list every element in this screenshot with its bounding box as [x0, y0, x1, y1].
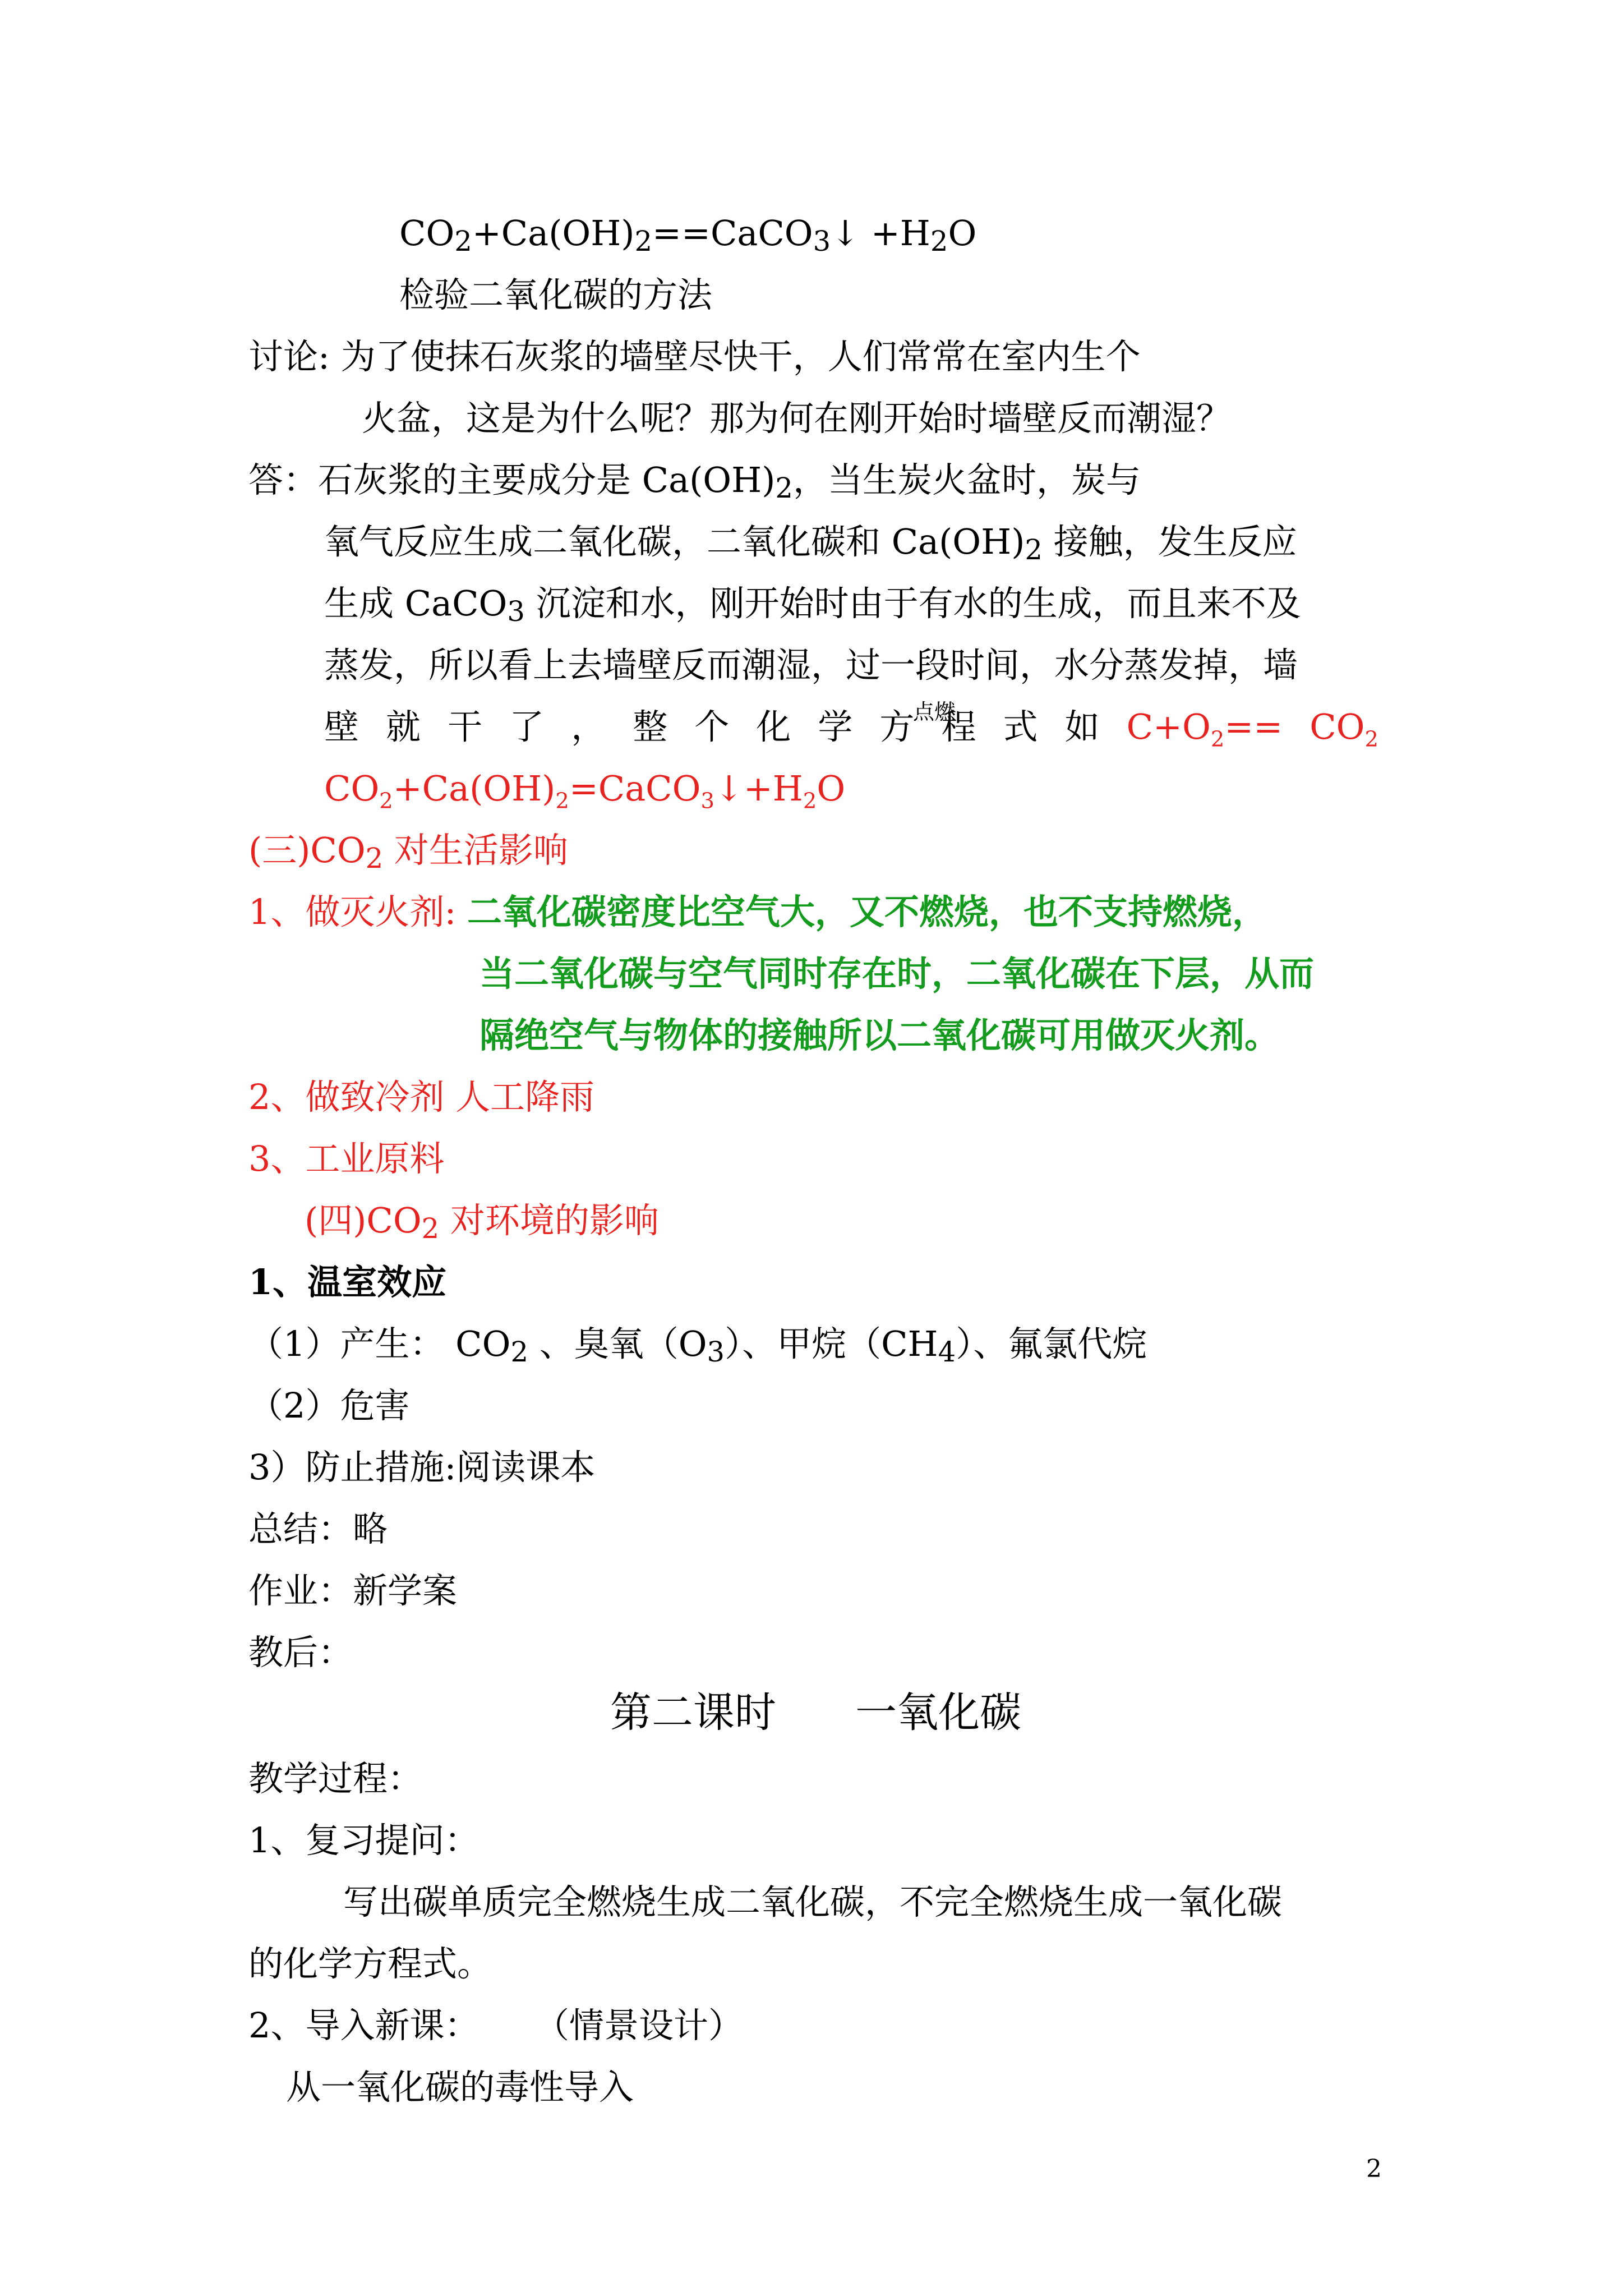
answer-line1: 答：石灰浆的主要成分是 $Ca(OH)_2$，当生炭火盆时，炭与: [248, 459, 1141, 504]
section-four-heading: (四)$CO_2$ 对环境的影响: [305, 1200, 659, 1245]
use-fire-extinguisher: 1、做灭火剂: 二氧化碳密度比空气大，又不燃烧，也不支持燃烧，: [248, 891, 1267, 932]
equation-red-limewater: $CO_2+Ca(OH)_2=CaCO_3↓+H_2O$: [324, 768, 846, 814]
after-teaching-notes: 教后：: [248, 1632, 353, 1673]
use-refrigerant: 2、做致冷剂 人工降雨: [248, 1076, 595, 1117]
carbon-combustion-equation: $C+O_2==$: [1126, 706, 1283, 752]
teaching-process-heading: 教学过程：: [248, 1758, 423, 1799]
summary: 总结：略: [248, 1508, 388, 1549]
answer-line4: 蒸发，所以看上去墙壁反而潮湿，过一段时间，水分蒸发掉，墙: [324, 645, 1298, 685]
page-number: 2: [1366, 2155, 1382, 2183]
new-lesson-intro-heading: 2、导入新课： （情景设计）: [248, 2005, 743, 2046]
section-three-heading: (三)$CO_2$ 对生活影响: [248, 830, 568, 875]
greenhouse-effect-heading: 1、温室效应: [248, 1262, 447, 1303]
fire-extinguisher-explain-line2: 当二氧化碳与空气同时存在时，二氧化碳在下层，从而: [479, 953, 1315, 994]
review-question-text: 写出碳单质完全燃烧生成二氧化碳，不完全燃烧生成一氧化碳: [343, 1881, 1283, 1922]
review-question-text-cont: 的化学方程式。: [248, 1943, 492, 1984]
ignition-condition-label: 点燃: [913, 700, 956, 724]
fire-extinguisher-explain-line3: 隔绝空气与物体的接触所以二氧化碳可用做灭火剂。: [479, 1015, 1280, 1056]
new-lesson-intro-text: 从一氧化碳的毒性导入: [286, 2067, 634, 2108]
answer-line2: 氧气反应生成二氧化碳，二氧化碳和 $Ca(OH)_2$ 接触，发生反应: [324, 521, 1297, 566]
greenhouse-causes: （1）产生： $CO_2$ 、臭氧$(O_3)$、甲烷$(CH_4)$、氟氯代烷: [248, 1323, 1147, 1368]
discussion-question-line2: 火盆，这是为什么呢？那为何在刚开始时墙壁反而潮湿？: [362, 398, 1232, 439]
homework: 作业：新学案: [248, 1570, 458, 1611]
lesson-two-title: 第二课时 一氧化碳: [610, 1688, 1022, 1737]
use-industrial-material: 3、工业原料: [248, 1138, 445, 1179]
equation-co2-limewater: $CO_2+Ca(OH)_2==CaCO_3↓ +H_2O$: [399, 213, 977, 257]
answer-line5: 壁 就 干 了 ， 整 个 化 学 方 程 式 如 $C+O_2==$ $CO_2$: [324, 706, 1378, 752]
review-questions-heading: 1、复习提问：: [248, 1820, 479, 1861]
greenhouse-prevention: 3）防止措施:阅读课本: [248, 1447, 596, 1488]
co2-test-method: 检验二氧化碳的方法: [399, 274, 713, 315]
discussion-question-line1: 讨论: 为了使抹石灰浆的墙壁尽快干，人们常常在室内生个: [248, 336, 1141, 377]
answer-line3: 生成 CaCO$_3$ 沉淀和水，刚开始时由于有水的生成，而且来不及: [324, 583, 1301, 628]
greenhouse-harm: （2）危害: [248, 1385, 410, 1426]
